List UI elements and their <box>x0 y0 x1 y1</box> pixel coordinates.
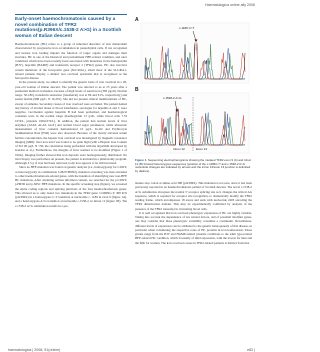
running-header: Haematologica online ally 2006 <box>205 3 255 7</box>
caption-label: Figure 1. <box>135 158 148 162</box>
panel-a-mutation-label: c.1186 C>T <box>179 26 195 30</box>
left-column <box>15 42 127 208</box>
article-title: Early-onset haemochromatosis caused by a novel combination of TFR2 mutations(p.R396X/c.1538-2 A>G) in a Scottish woman of Italian descent <box>15 17 122 39</box>
figure-caption <box>135 159 252 174</box>
panel-a-label: A <box>135 17 139 23</box>
title-rule <box>15 14 127 15</box>
right-paragraph-2: It is well recognised that iron overload phenotypic expression of HC are highly variable. Taking into account the dependence of sex related factors, and of potential modifier genes, one may consider that these phenotypic variability constitute a continuum. Nevertheless, different levels of expression can be attributed to the genetic heterogeneity of this disease, in particular when considering the respective roles of HC proteins in iron homeostasis. Three grades range from the HJV and HAMP-related juvenile conditions to the adult type-related HFE-related HC condition, which is usually of mild expression, with the lowest for men and the fifth for women. The iron overload course in TFR2-related patients is distinct from that <box>135 210 252 245</box>
right-column <box>135 181 252 245</box>
caption-text: Sequencing electropherograms showing the mutated TFR2 exon 9 (A) and intron 12 (B) forward heterozygous sequences (position of the c.1186C>T and c.1538-2 A>G nucleotide changes are indicated by arrows and the intron 12/exon 13 junction is delimited by dashes). <box>135 158 252 174</box>
paragraph-2: In the present study, we aimed to identify the genetic basis of iron overload in a 28-year-old woman of Italian descent. The patient was referred to us at 25 years after a premarital medical evaluation, because of high levels of serum iron (383 µg/dl). Normal range: 50-180), transferrin saturation (transferrin) was at 86 and 91%, respectively) and serum ferritin (998 µg/L; N 10-291). She did not present clinical manifestations of HC, except of asthenia. Secondary causes of iron overload were excluded. The patient denied any history of alcohol abuse or blood transfusion, serologies for hepatitis A and C were negative, vaccination against hepatitis B had been performed, and haematological constants were in the normal range (haemoglobin 13 g/dL, white blood cells 7.53 10^9/L, platelets 190x10^9/L). In addition, the patient had normal levels of liver enzymes (ASAT, ALAT, GGT) and normal blood sugar parameters, while ultrasonic measurement of liver contents demonstrated 10 µg/L. In-O2 and Erythrocyte Sedimentation Rate (ESR) were also observed. Because of the clearly elevated serum ferritin concentration, the hepatic iron overload was investigated by magnetic resonance imaging (MRI): liver iron level was found to be quite high (with a Hepatic Iron Content of 310 90 µg/L N <36; the calculation being performed with the algorithm developed by Gandon et al.). Furthermore, the margins of liver seemed to be modified (Figure 1 of Table). Imaging further showed that iron deposits were homogeneously distributed. No liver biopsy was performed. At present, the patient is included in a phlebotomy program. Although 2.5 g of iron had been removed, body iron appears to be still increased. <box>15 80 127 165</box>
panel-b-frame <box>141 93 249 153</box>
paragraph-3: Since no HFE mutation was found on genetic analysis (i.e., homozygosity for C282Y, or heterozygosity in combination C282Y/H63D), mutation screening was then extended to other haemochromatosis-related genes, with the intention of identifying new non-HFE HC mutations. After obtaining written informed consent, we searched for the p.C282Y, p.H63D and p.S65C HFE mutations. In the specific screening step (figure), we screened the entire coding regions and splicing junctions of the four haemochromatosis genes. This allowed us to only detect two mutations in the TFR2 gene: CODING P. 368 R/X (p.R396X) in a homozygous C-T transition at nucleotide c. 1186 in exon 9 (figure 1A), and a heterozygous A>G transition at nucleotide c.1538-2, in intron 12 (figure 1B). The c.1538-2 A>G substitution results in a pre- <box>15 165 127 208</box>
right-paragraph-1: mature stop codon at amino-acid 368 (p.R396X). This mutation is not new, since it has been previously reported in an haemochromatosis patient of Scottish descent. The novel c.1538-2 A>G substitution abrogates the normal 3' acceptor splicing site as it changes the critical AG sequence, which is required for acceptor site recognition, to dramatically modify the TFR2 reading frame, which encompasses 18 exons and ends with nucleotide 2403 encoding the TFR2 dimerization domain. This may be experimentally confirmed by analysis of the presence of the TFR2 transcript in circulating blood cells. <box>135 181 252 211</box>
footer-journal: haematologica | 2006; 91(online) <box>8 348 61 352</box>
sequencing-electropherograms <box>135 17 255 157</box>
figure-1 <box>135 17 255 157</box>
exon-label: Exon 13 <box>196 147 208 151</box>
panel-b-label: B <box>135 87 139 93</box>
paragraph-1: Haemochromatosis (HC) refers to a group of inherited disorders of iron metabolism characterized by progressive iron accumulation in parenchymal cells. If not recognized and treated, iron loading impairs the function of target organs and damages their structure. HC is one of the historical and predominant HFE-related condition, and rarer conditions which have been recently been associated with mutations in the hemojuvelin (HJV), hepcidin (HAMP) and transferrin receptor 2 (TFR2) genes. HC also involves certain mutations of the ferroportin gene (SLC40A1), albeit most of the SLC40A1-related patients display a distinct non overload syndrome that is recognised as the ferroportin disease. <box>15 42 127 80</box>
panel-b-mutation-label: c.1538-2 A>G <box>163 96 182 100</box>
intron-label: Intron 12 <box>173 147 185 151</box>
footer-page: e83 | <box>247 348 255 352</box>
